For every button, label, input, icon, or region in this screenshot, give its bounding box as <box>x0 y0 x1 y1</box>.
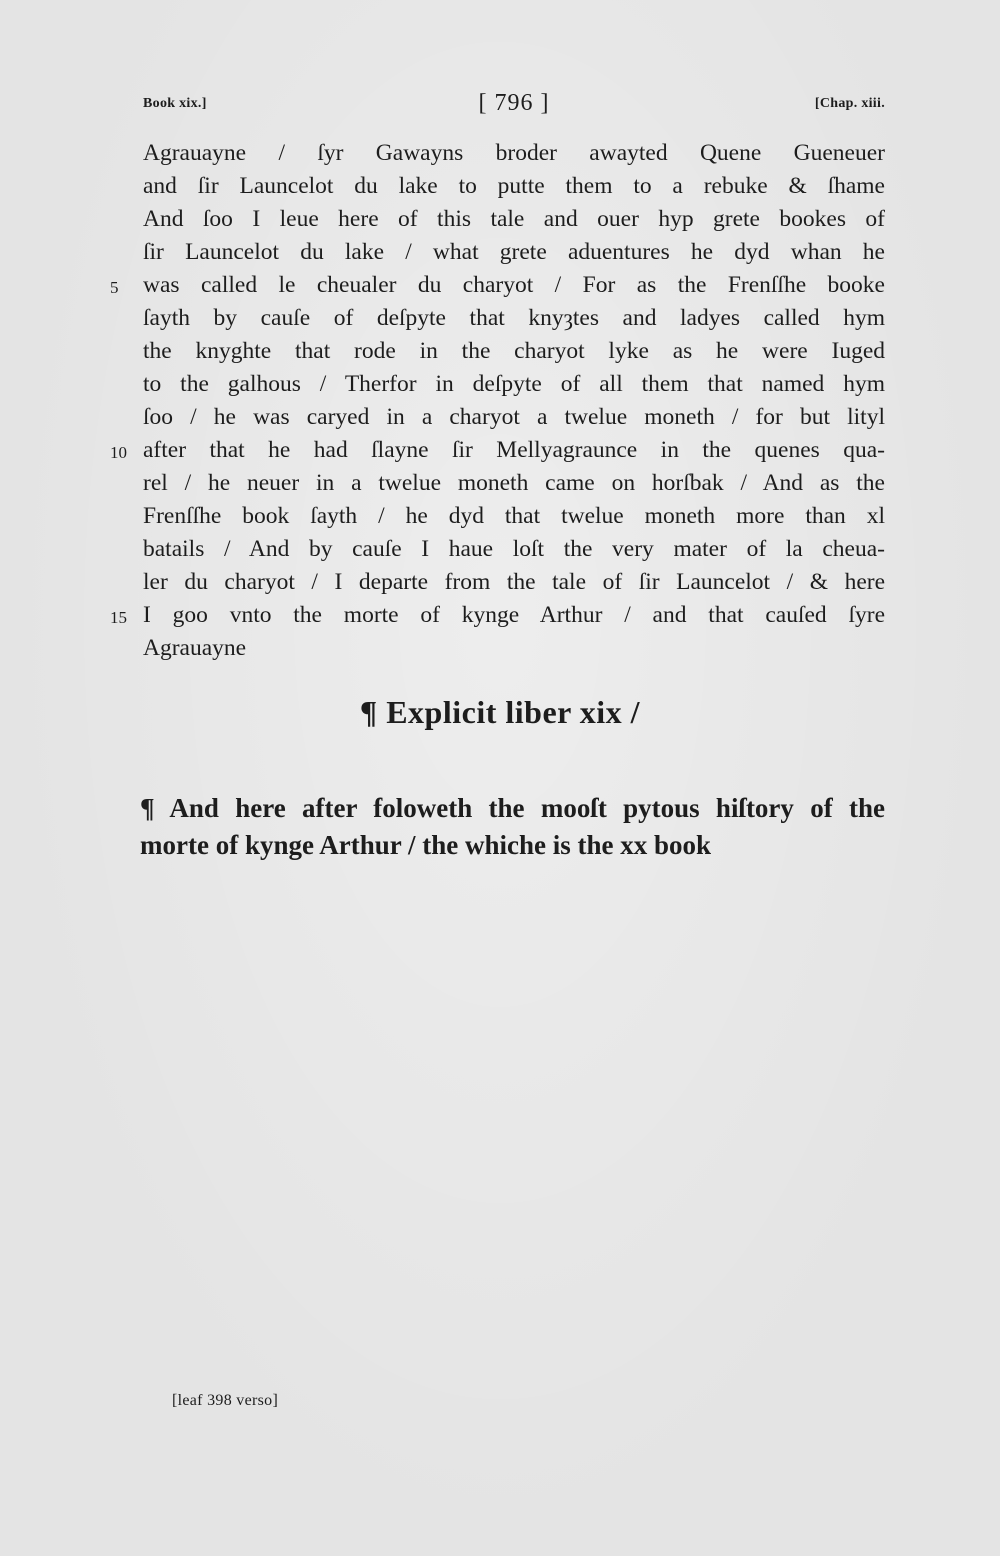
line-text: Agrauayne / ſyr Gawayns broder awayted Quene Gueneuer <box>143 140 885 166</box>
line-text: batails / And by cauſe I haue loſt the very mater of la cheua- <box>143 536 885 562</box>
text-line <box>143 368 885 401</box>
text-line <box>143 566 885 599</box>
line-number: 10 <box>110 443 127 462</box>
line-text: Frenſſhe book ſayth / he dyd that twelue moneth more than xl <box>143 503 885 529</box>
line-text: ler du charyot / I departe from the tale of ſir Launcelot / & here <box>143 569 885 595</box>
text-line <box>143 203 885 236</box>
book-number: Book xix.] <box>143 96 207 111</box>
text-line <box>143 170 885 203</box>
running-header <box>143 90 885 120</box>
line-text: rel / he neuer in a twelue moneth came on horſbak / And as the <box>143 470 885 496</box>
pilcrow-icon: ¶ <box>140 793 155 823</box>
line-text: And ſoo I leue here of this tale and ouer hyp grete bookes of <box>143 206 885 232</box>
text-line <box>143 137 885 170</box>
leaf-reference: [leaf 398 verso] <box>172 1392 279 1409</box>
line-number: 15 <box>110 608 127 627</box>
text-line <box>110 434 885 467</box>
explicit-text: Explicit liber xix / <box>386 694 641 730</box>
chapter-number: [Chap. xiii. <box>814 96 885 111</box>
line-text: to the galhous / Therfor in deſpyte of all them that named hym <box>143 371 885 397</box>
pilcrow-icon: ¶ <box>359 694 378 730</box>
line-text: ſayth by cauſe of deſpyte that knyȝtes and ladyes called hym <box>143 305 885 331</box>
line-text: ſoo / he was caryed in a charyot a twelue moneth / for but lityl <box>143 404 885 430</box>
text-line <box>143 500 885 533</box>
text-line <box>143 401 885 434</box>
heading-line: morte of kynge Arthur / the whiche is the xx book <box>140 830 711 860</box>
line-text: ſir Launcelot du lake / what grete aduentures he dyd whan he <box>143 239 885 265</box>
line-text: I goo vnto the morte of kynge Arthur / and that cauſed ſyre <box>143 602 885 628</box>
heading-line <box>140 790 885 827</box>
line-text: was called le cheualer du charyot / For as the Frenſſhe booke <box>143 272 885 298</box>
text-line <box>143 236 885 269</box>
explicit-line <box>0 694 1000 731</box>
line-text: and ſir Launcelot du lake to putte them to a rebuke & ſhame <box>143 173 885 199</box>
text-line <box>143 632 885 665</box>
line-number: 5 <box>110 278 119 297</box>
text-line <box>143 467 885 500</box>
text-line <box>143 335 885 368</box>
page-number: [ 796 ] <box>478 90 550 116</box>
section-heading <box>140 790 885 864</box>
text-line <box>143 302 885 335</box>
heading-text: And here after foloweth the mooſt pytous hiſtory of the <box>169 793 885 823</box>
line-text: after that he had ſlayne ſir Mellyagraunce in the quenes qua- <box>143 437 885 463</box>
text-line <box>143 533 885 566</box>
line-text: Agrauayne <box>143 635 247 661</box>
text-line <box>110 599 885 632</box>
line-text: the knyghte that rode in the charyot lyke as he were Iuged <box>143 338 885 364</box>
body-text <box>110 137 885 665</box>
text-line <box>110 269 885 302</box>
